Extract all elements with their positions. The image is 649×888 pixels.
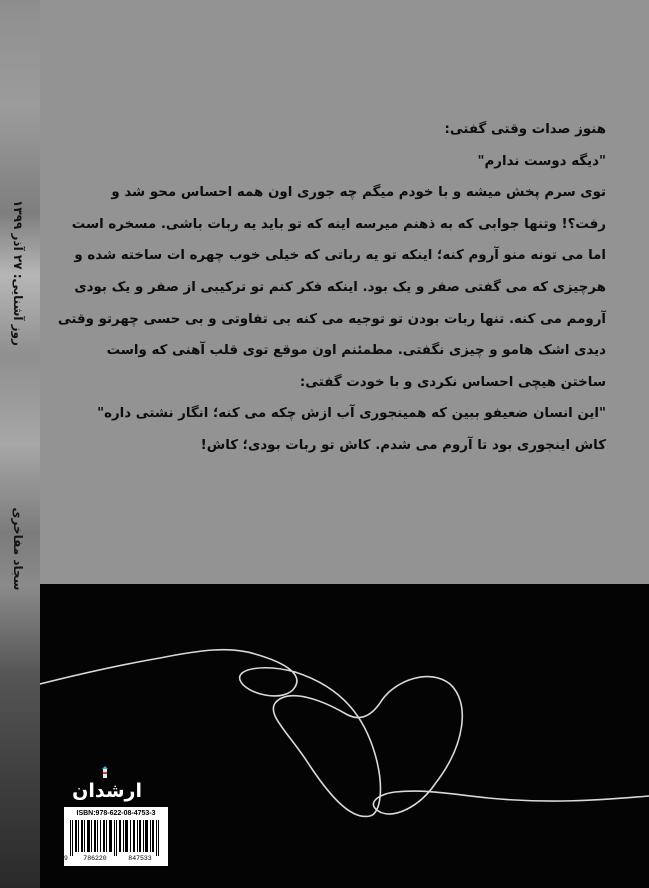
- text-line: دیدی اشک هامو و چیزی نگفتی. مطمئنم اون موقع توی قلب آهنی که واست: [106, 343, 606, 359]
- text-line: هرچیزی که می گفتی صفر و یک بود. اینکه فکر کنم تو ترکیبی از صفر و یک بودی: [74, 279, 606, 295]
- text-line: "این انسان ضعیفو ببین که همینجوری آب ازش چکه می کنه؛ انگار نشتی داره": [97, 406, 606, 422]
- text-line: "دیگه دوست ندارم": [477, 153, 606, 169]
- text-line: آرومم می کنه. تنها ربات بودن تو توجیه می کنه بی تفاوتی و بی حسی چهرتو وقتی: [57, 311, 606, 327]
- text-line: کاش اینجوری بود تا آروم می شدم. کاش تو ربات بودی؛ کاش!: [200, 437, 606, 453]
- barcode-digits-right: 847533: [128, 855, 152, 862]
- text-line: هنوز صدات وقتی گفتی:: [444, 122, 606, 137]
- text-line: اما می تونه منو آروم کنه؛ اینکه تو یه رباتی که خیلی خوب چهره ات ساخته شده و: [74, 248, 606, 264]
- barcode-digit-first: 9: [64, 855, 68, 862]
- barcode-digits-left: 786220: [83, 855, 107, 862]
- barcode-box: [64, 807, 168, 866]
- spine-author-name: سجاد مفاخری: [11, 507, 25, 591]
- publisher-logo: ارشدان: [72, 780, 142, 802]
- barcode: [70, 820, 162, 856]
- text-line: رفت؟! وتنها جوابی که به ذهنم میرسه اینه که تو باید یه ربات باشی. مسخره است: [71, 216, 606, 232]
- spine-date-line: روز آشنایی: ۲۷ آذر ۱۳۹۹: [11, 200, 25, 346]
- book-spine: [0, 0, 40, 888]
- back-cover-text: [57, 114, 606, 462]
- text-line: توی سرم پخش میشه و با خودم میگم چه جوری اون همه احساس محو شد و: [111, 185, 606, 201]
- text-line: ساختن هیچی احساس نکردی و با خودت گفتی:: [299, 374, 606, 390]
- lighthouse-icon: [99, 766, 111, 778]
- isbn-label: ISBN:978-622-08-4753-3: [76, 810, 156, 817]
